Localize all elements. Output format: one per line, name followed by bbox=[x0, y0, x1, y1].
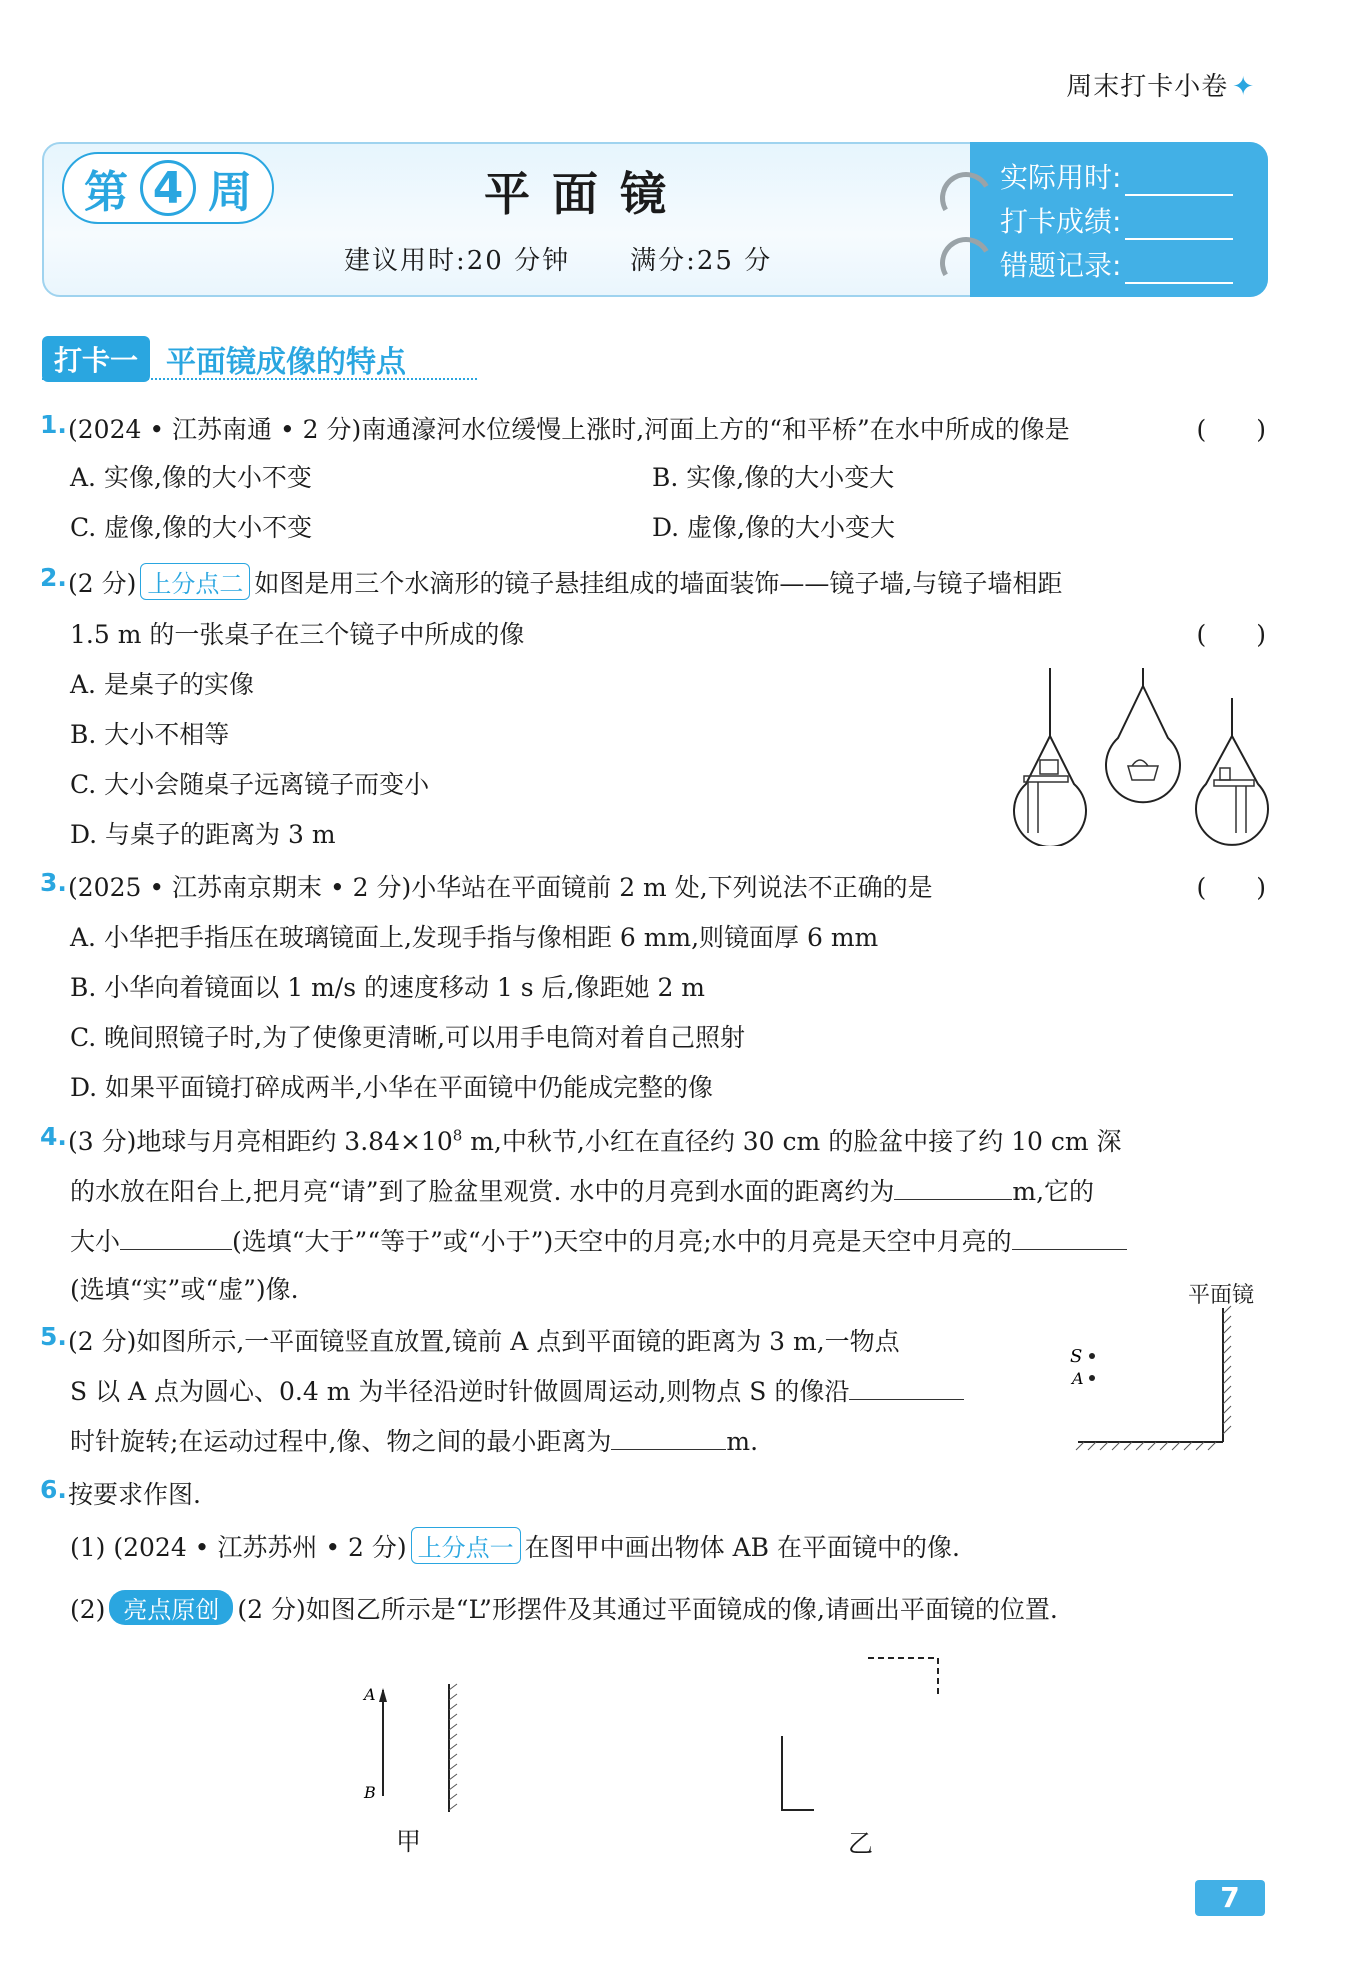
q6-stem: 按要求作图. bbox=[68, 1480, 201, 1509]
q1-number: 1. bbox=[40, 410, 67, 439]
q4-blank-real-virtual[interactable] bbox=[1012, 1227, 1127, 1250]
q4-number: 4. bbox=[40, 1122, 67, 1151]
q1-answer-paren[interactable]: ( ) bbox=[1196, 415, 1266, 444]
q4-blank-size[interactable] bbox=[120, 1227, 232, 1250]
fig-jia-point-a: A bbox=[364, 1685, 376, 1704]
q6-sub2-tag: 亮点原创 bbox=[109, 1590, 233, 1625]
section-title: 平面镜成像的特点 bbox=[166, 345, 407, 380]
q6-sub1-tag: 上分点一 bbox=[411, 1527, 521, 1564]
score-panel bbox=[970, 142, 1268, 297]
week-suffix: 周 bbox=[208, 167, 252, 218]
field-actual-time: 实际用时: bbox=[1000, 156, 1233, 196]
q1-option-a: A. 实像,像的大小不变 bbox=[70, 463, 312, 492]
time-score-info bbox=[344, 240, 772, 277]
field-checkin-score: 打卡成绩: bbox=[1000, 200, 1233, 240]
q3-option-d: D. 如果平面镜打碎成两半,小华在平面镜中仍能成完整的像 bbox=[70, 1073, 713, 1102]
q2-option-c: C. 大小会随桌子远离镜子而变小 bbox=[70, 770, 430, 799]
q1-option-c: C. 虚像,像的大小不变 bbox=[70, 513, 313, 542]
q2-option-b: B. 大小不相等 bbox=[70, 720, 230, 749]
q6-sub2: (2) 亮点原创 (2 分)如图乙所示是“L”形摆件及其通过平面镜成的像,请画出平面镜的位置. bbox=[70, 1590, 1058, 1626]
q5-line1: (2 分)如图所示,一平面镜竖直放置,镜前 A 点到平面镜的距离为 3 m,一物点 bbox=[68, 1327, 900, 1356]
q1-stem: (2024 • 江苏南通 • 2 分)南通濠河水位缓慢上涨时,河面上方的“和平桥”在水中所成的像是 bbox=[68, 415, 1070, 444]
q5-blank-direction[interactable] bbox=[849, 1377, 964, 1400]
figure-yi-label: 乙 bbox=[848, 1829, 874, 1858]
mirror-wall-figure bbox=[1010, 668, 1275, 846]
q5-mirror-figure bbox=[1060, 1300, 1260, 1460]
q5-mirror-label: 平面镜 bbox=[1188, 1283, 1255, 1308]
checkin-score-blank[interactable] bbox=[1125, 212, 1233, 240]
q4-line4: (选填“实”或“虚”)像. bbox=[70, 1275, 299, 1304]
q5-point-a-label: A bbox=[1072, 1369, 1084, 1388]
q6-sub1: (1) (2024 • 江苏苏州 • 2 分) 上分点一 在图甲中画出物体 AB 在平面镜中的像. bbox=[70, 1527, 960, 1564]
suggested-time: 建议用时:20 分钟 bbox=[344, 246, 571, 276]
q2-tag: 上分点二 bbox=[140, 563, 250, 600]
q5-blank-min-distance[interactable] bbox=[611, 1427, 726, 1450]
error-record-blank[interactable] bbox=[1125, 256, 1233, 284]
section-tag: 打卡一 bbox=[42, 336, 150, 382]
q6-number: 6. bbox=[40, 1475, 67, 1504]
q3-option-c: C. 晚间照镜子时,为了使像更清晰,可以用手电筒对着自己照射 bbox=[70, 1023, 746, 1052]
actual-time-blank[interactable] bbox=[1125, 168, 1233, 196]
figure-yi bbox=[760, 1640, 960, 1820]
q1-option-d: D. 虚像,像的大小变大 bbox=[652, 513, 895, 542]
figure-jia-label: 甲 bbox=[396, 1827, 422, 1856]
q3-number: 3. bbox=[40, 868, 67, 897]
q3-stem: (2025 • 江苏南京期末 • 2 分)小华站在平面镜前 2 m 处,下列说法不正确的是 bbox=[68, 873, 933, 902]
q5-point-s-label: S bbox=[1070, 1346, 1083, 1367]
q2-answer-paren[interactable]: ( ) bbox=[1196, 620, 1266, 649]
q3-option-b: B. 小华向着镜面以 1 m/s 的速度移动 1 s 后,像距她 2 m bbox=[70, 973, 705, 1002]
q4-blank-distance[interactable] bbox=[894, 1177, 1012, 1200]
week-badge bbox=[62, 152, 274, 224]
q5-line3: 时针旋转;在运动过程中,像、物之间的最小距离为 m. bbox=[70, 1427, 759, 1456]
series-title: 周末打卡小卷 ✦ bbox=[1066, 72, 1255, 102]
sparkle-icon: ✦ bbox=[1232, 72, 1255, 102]
page-title: 平面镜 bbox=[484, 167, 688, 221]
week-number: 4 bbox=[140, 160, 196, 216]
field-error-record: 错题记录: bbox=[1000, 244, 1233, 284]
q2-number: 2. bbox=[40, 563, 67, 592]
full-score: 满分:25 分 bbox=[630, 246, 773, 276]
section-header bbox=[42, 336, 406, 382]
q4-line2: 的水放在阳台上,把月亮“请”到了脸盆里观赏. 水中的月亮到水面的距离约为 m,它的 bbox=[70, 1177, 1095, 1206]
figure-jia bbox=[350, 1680, 480, 1830]
q5-line2: S 以 A 点为圆心、0.4 m 为半径沿逆时针做圆周运动,则物点 S 的像沿 bbox=[70, 1372, 964, 1408]
q3-answer-paren[interactable]: ( ) bbox=[1196, 873, 1266, 902]
q2-option-a: A. 是桌子的实像 bbox=[70, 670, 254, 699]
page-number: 7 bbox=[1195, 1880, 1265, 1916]
q2-line1: (2 分) 上分点二 如图是用三个水滴形的镜子悬挂组成的墙面装饰——镜子墙,与镜子墙相距 bbox=[68, 563, 1062, 600]
q4-line1: (3 分)地球与月亮相距约 $3.84\times 10^8$ m,中秋节,小红在直径约 30 cm 的脸盆中接了约 10 cm 深 bbox=[68, 1126, 1122, 1156]
q4-line3: 大小 (选填“大于”“等于”或“小于”)天空中的月亮;水中的月亮是天空中月亮的 bbox=[70, 1222, 1127, 1258]
section-underline bbox=[42, 378, 477, 380]
q1-option-b: B. 实像,像的大小变大 bbox=[652, 463, 895, 492]
q5-number: 5. bbox=[40, 1322, 67, 1351]
week-prefix: 第 bbox=[84, 167, 128, 218]
fig-jia-point-b: B bbox=[364, 1783, 376, 1802]
q3-option-a: A. 小华把手指压在玻璃镜面上,发现手指与像相距 6 mm,则镜面厚 6 mm bbox=[70, 923, 879, 952]
q2-option-d: D. 与桌子的距离为 3 m bbox=[70, 820, 336, 849]
q2-line2: 1.5 m 的一张桌子在三个镜子中所成的像 bbox=[70, 620, 525, 649]
